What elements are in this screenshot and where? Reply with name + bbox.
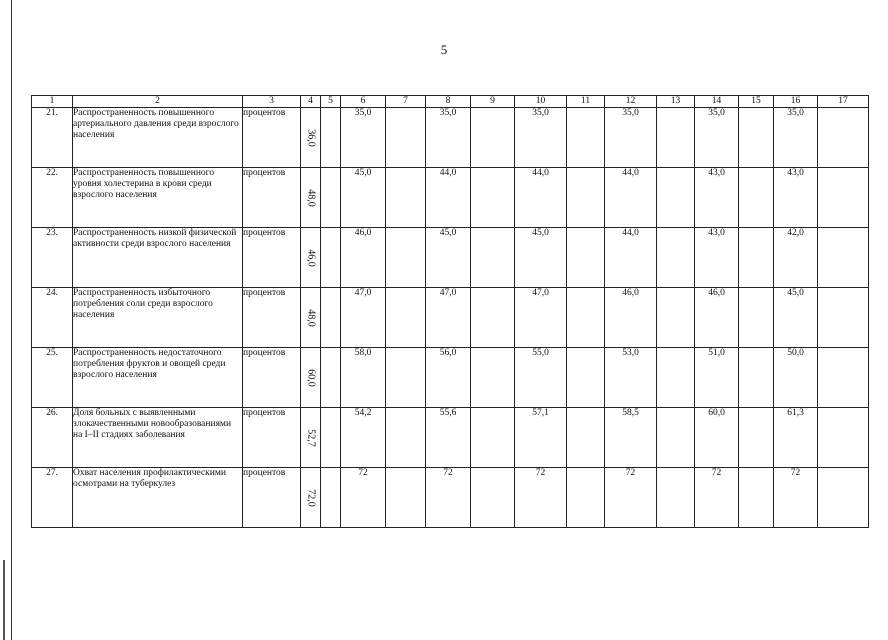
value-col-10: 45,0 (515, 228, 567, 288)
empty-cell (321, 168, 341, 228)
value-col-12: 44,0 (605, 228, 657, 288)
page-edge-mark (3, 560, 5, 640)
empty-cell (321, 348, 341, 408)
empty-cell (567, 108, 605, 168)
unit-cell: процентов (243, 168, 301, 228)
value-col-14: 43,0 (695, 228, 739, 288)
empty-cell (657, 468, 695, 528)
page-edge-line (11, 0, 12, 640)
empty-cell (818, 468, 869, 528)
empty-cell (567, 408, 605, 468)
unit-cell: процентов (243, 228, 301, 288)
base-value-text: 46,0 (305, 248, 316, 267)
value-col-12: 72 (605, 468, 657, 528)
value-col-6: 58,0 (341, 348, 386, 408)
base-value-text: 52,7 (305, 428, 316, 447)
column-header-5: 5 (321, 96, 341, 108)
column-header-8: 8 (426, 96, 471, 108)
empty-cell (657, 348, 695, 408)
value-col-8: 47,0 (426, 288, 471, 348)
empty-cell (739, 168, 774, 228)
empty-cell (818, 408, 869, 468)
table-row (32, 108, 869, 168)
base-value-text: 72,0 (305, 488, 316, 507)
row-number: 24. (32, 288, 73, 348)
value-col-6: 45,0 (341, 168, 386, 228)
table-row (32, 168, 869, 228)
empty-cell (739, 348, 774, 408)
indicators-table (31, 95, 869, 528)
value-col-8: 45,0 (426, 228, 471, 288)
empty-cell (818, 228, 869, 288)
column-header-row (32, 96, 869, 108)
column-header-15: 15 (739, 96, 774, 108)
value-col-14: 43,0 (695, 168, 739, 228)
unit-cell: процентов (243, 348, 301, 408)
value-col-14: 35,0 (695, 108, 739, 168)
empty-cell (657, 288, 695, 348)
value-col-10: 47,0 (515, 288, 567, 348)
base-value (301, 288, 321, 348)
indicator-name: Охват населения профилактическими осмотрами на туберкулез (73, 468, 243, 528)
empty-cell (471, 348, 515, 408)
empty-cell (386, 468, 426, 528)
empty-cell (471, 108, 515, 168)
base-value (301, 108, 321, 168)
empty-cell (386, 288, 426, 348)
value-col-8: 72 (426, 468, 471, 528)
base-value-text: 48,0 (305, 308, 316, 327)
value-col-6: 35,0 (341, 108, 386, 168)
empty-cell (818, 108, 869, 168)
empty-cell (386, 228, 426, 288)
indicator-name: Распространенность повышенного уровня холестерина в крови среди взрослого населения (73, 168, 243, 228)
table-row (32, 228, 869, 288)
empty-cell (321, 408, 341, 468)
indicator-name: Распространенность повышенного артериального давления среди взрослого населения (73, 108, 243, 168)
table-row (32, 408, 869, 468)
empty-cell (818, 348, 869, 408)
column-header-12: 12 (605, 96, 657, 108)
row-number: 25. (32, 348, 73, 408)
empty-cell (567, 348, 605, 408)
value-col-14: 51,0 (695, 348, 739, 408)
indicator-name: Распространенность недостаточного потребления фруктов и овощей среди взрослого населения (73, 348, 243, 408)
row-number: 23. (32, 228, 73, 288)
value-col-10: 55,0 (515, 348, 567, 408)
base-value (301, 408, 321, 468)
base-value (301, 348, 321, 408)
empty-cell (471, 408, 515, 468)
empty-cell (567, 288, 605, 348)
table-row (32, 288, 869, 348)
indicator-name: Доля больных с выявленными злокачественными новообразованиями на I–II стадиях заболевания (73, 408, 243, 468)
empty-cell (657, 408, 695, 468)
value-col-6: 47,0 (341, 288, 386, 348)
empty-cell (657, 168, 695, 228)
row-number: 22. (32, 168, 73, 228)
empty-cell (739, 108, 774, 168)
value-col-8: 55,6 (426, 408, 471, 468)
column-header-17: 17 (818, 96, 869, 108)
empty-cell (657, 228, 695, 288)
empty-cell (471, 468, 515, 528)
base-value-text: 60,0 (305, 368, 316, 387)
value-col-12: 35,0 (605, 108, 657, 168)
row-number: 21. (32, 108, 73, 168)
empty-cell (818, 288, 869, 348)
base-value (301, 228, 321, 288)
empty-cell (321, 228, 341, 288)
empty-cell (471, 288, 515, 348)
empty-cell (657, 108, 695, 168)
empty-cell (386, 168, 426, 228)
column-header-10: 10 (515, 96, 567, 108)
column-header-14: 14 (695, 96, 739, 108)
value-col-10: 44,0 (515, 168, 567, 228)
empty-cell (739, 288, 774, 348)
value-col-10: 72 (515, 468, 567, 528)
unit-cell: процентов (243, 108, 301, 168)
value-col-14: 72 (695, 468, 739, 528)
column-header-4: 4 (301, 96, 321, 108)
base-value-text: 48,0 (305, 188, 316, 207)
value-col-16: 43,0 (774, 168, 818, 228)
value-col-8: 35,0 (426, 108, 471, 168)
column-header-11: 11 (567, 96, 605, 108)
base-value (301, 168, 321, 228)
indicator-name: Распространенность низкой физической активности среди взрослого населения (73, 228, 243, 288)
empty-cell (471, 228, 515, 288)
empty-cell (386, 408, 426, 468)
column-header-3: 3 (243, 96, 301, 108)
value-col-6: 54,2 (341, 408, 386, 468)
empty-cell (739, 408, 774, 468)
indicator-name: Распространенность избыточного потребления соли среди взрослого населения (73, 288, 243, 348)
value-col-16: 61,3 (774, 408, 818, 468)
empty-cell (567, 228, 605, 288)
row-number: 27. (32, 468, 73, 528)
unit-cell: процентов (243, 468, 301, 528)
column-header-9: 9 (471, 96, 515, 108)
value-col-6: 72 (341, 468, 386, 528)
page-number: 5 (440, 42, 448, 57)
column-header-6: 6 (341, 96, 386, 108)
empty-cell (739, 468, 774, 528)
base-value (301, 468, 321, 528)
empty-cell (567, 168, 605, 228)
value-col-16: 72 (774, 468, 818, 528)
unit-cell: процентов (243, 408, 301, 468)
value-col-12: 44,0 (605, 168, 657, 228)
value-col-8: 56,0 (426, 348, 471, 408)
value-col-16: 35,0 (774, 108, 818, 168)
empty-cell (321, 288, 341, 348)
value-col-10: 57,1 (515, 408, 567, 468)
value-col-6: 46,0 (341, 228, 386, 288)
column-header-2: 2 (73, 96, 243, 108)
value-col-16: 45,0 (774, 288, 818, 348)
column-header-16: 16 (774, 96, 818, 108)
empty-cell (818, 168, 869, 228)
column-header-13: 13 (657, 96, 695, 108)
value-col-10: 35,0 (515, 108, 567, 168)
empty-cell (471, 168, 515, 228)
row-number: 26. (32, 408, 73, 468)
empty-cell (386, 348, 426, 408)
column-header-1: 1 (32, 96, 73, 108)
unit-cell: процентов (243, 288, 301, 348)
empty-cell (321, 468, 341, 528)
value-col-12: 46,0 (605, 288, 657, 348)
value-col-16: 50,0 (774, 348, 818, 408)
empty-cell (739, 228, 774, 288)
empty-cell (386, 108, 426, 168)
empty-cell (321, 108, 341, 168)
value-col-12: 58,5 (605, 408, 657, 468)
value-col-14: 46,0 (695, 288, 739, 348)
value-col-12: 53,0 (605, 348, 657, 408)
empty-cell (567, 468, 605, 528)
value-col-14: 60,0 (695, 408, 739, 468)
value-col-16: 42,0 (774, 228, 818, 288)
table-row (32, 348, 869, 408)
table-row (32, 468, 869, 528)
value-col-8: 44,0 (426, 168, 471, 228)
base-value-text: 36,0 (305, 128, 316, 147)
column-header-7: 7 (386, 96, 426, 108)
